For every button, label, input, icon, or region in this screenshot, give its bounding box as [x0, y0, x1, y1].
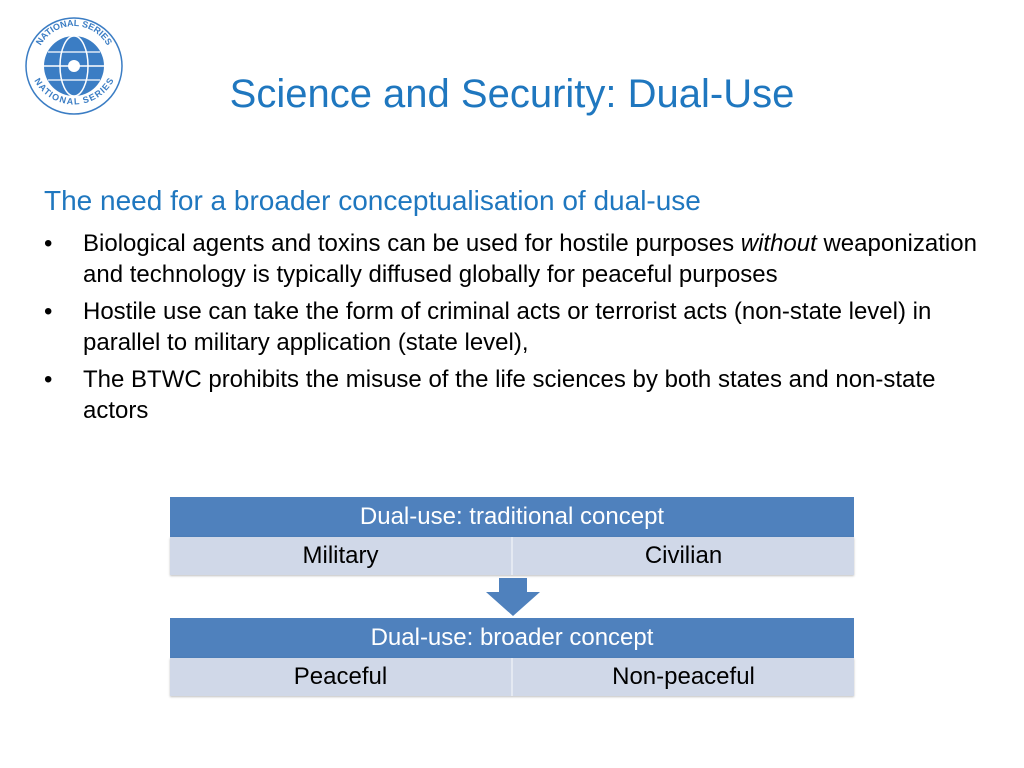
- traditional-concept-row: [170, 537, 854, 575]
- logo-text-bottom: NATIONAL SERIES: [32, 76, 116, 107]
- broader-concept-row: [170, 658, 854, 696]
- bullet-item: [44, 364, 984, 426]
- broader-concept-header: Dual-use: broader concept: [170, 618, 854, 658]
- bullet-text: Hostile use can take the form of criminal acts or terrorist acts (non-state level) in parallel to military application (state level),: [83, 298, 932, 356]
- bullet-text: The BTWC prohibits the misuse of the life sciences by both states and non-state actors: [83, 366, 936, 424]
- bullet-dot: •: [44, 230, 53, 257]
- civilian-cell: Civilian: [511, 537, 854, 575]
- bullet-item: [44, 228, 984, 290]
- bullet-list: [44, 228, 984, 432]
- traditional-concept-box: [170, 497, 854, 575]
- section-subtitle: The need for a broader conceptualisation of dual-use: [44, 185, 701, 216]
- bullet-dot: •: [44, 298, 53, 325]
- bullet-text-cont: weaponization and technology is typically diffused globally for peaceful purposes: [83, 230, 977, 288]
- down-arrow-icon: [486, 578, 540, 616]
- slide-title: Science and Security: Dual-Use: [229, 72, 795, 116]
- traditional-concept-header: Dual-use: traditional concept: [170, 497, 854, 537]
- bullet-emphasis: without: [740, 230, 817, 257]
- broader-concept-box: [170, 618, 854, 696]
- peaceful-cell: Peaceful: [293, 663, 388, 690]
- military-cell: Military: [302, 542, 379, 569]
- bullet-item: [44, 296, 984, 358]
- logo-text-top: NATIONAL SERIES: [33, 17, 115, 47]
- non-peaceful-cell: Non-peaceful: [511, 658, 854, 696]
- bullet-text: Biological agents and toxins can be used for hostile purposes: [83, 230, 741, 257]
- bullet-dot: •: [44, 366, 53, 393]
